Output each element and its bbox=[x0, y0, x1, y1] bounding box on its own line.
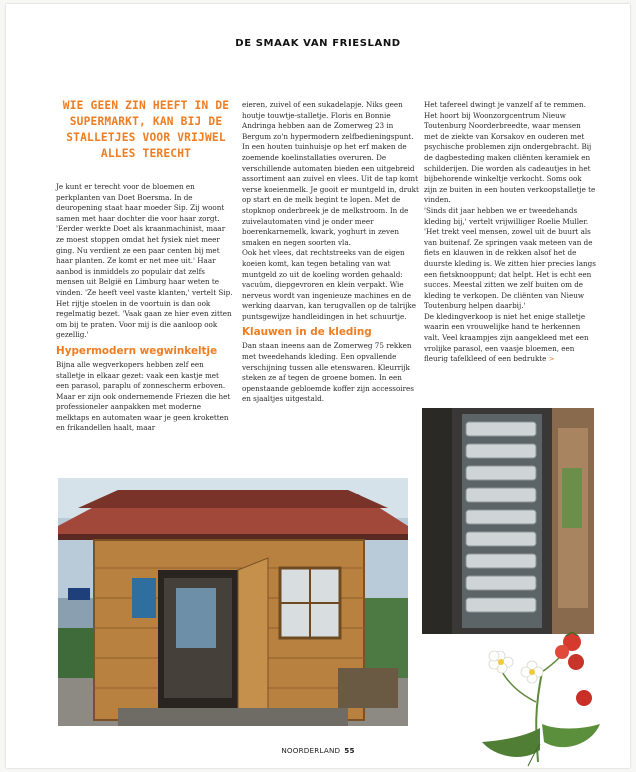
continue-arrow: > bbox=[548, 354, 555, 364]
section-title: DE SMAAK VAN FRIESLAND bbox=[235, 38, 401, 49]
paragraph: Je kunt er terecht voor de bloemen en perkplanten van Doet Boersma. In de deuropening staat haar moeder Sip. Zij woont samen met haar dochter die voor haar zorgt. 'Eerder werkte Doet als kraanmachinist, maar ze moest stoppen omdat het fysiek niet meer ging. Nu verdient ze een paar centen bij met haar planten. Ze komt er net mee uit.' Haar aanbod is inmiddels zo populair dat zelfs mensen uit België en Limburg haar weten te vinden. 'Ze heeft veel vaste klanten,' vertelt Sip. Het rijtje stoelen in de voortuin is dan ook regelmatig bezet. 'Vaak gaan ze hier even zitten om bij te praten. Voor mij is die aanloop ook gezellig.' bbox=[56, 182, 233, 340]
paragraph: 'Sinds dit jaar hebben we er tweedehands kleding bij,' vertelt vrijwilliger Roelie Muller. 'Het trekt veel mensen, zowel uit de buurt als van buitenaf. Ze springen vaak meteen van de fiets en klauwen in de rekken alsof het de duurste kleding is. We zitten hier precies langs een fietsknooppunt; dat helpt. Het is echt een succes. Meestal zitten we zelf buiten om de kleding te verkopen. De cliënten van Nieuw Toutenburg helpen daarbij.' bbox=[424, 205, 596, 311]
paragraph: eieren, zuivel of een sukadelapje. Niks geen houtje touwtje-stalletje. Floris en Bonnie Andringa hebben aan de Zomerweg 23 in Bergum zo'n hypermodern zelfbedieningspunt. In een houten tuinhuisje op het erf maken de zoemende koelinstallaties overuren. De verschillende automaten bieden een uitgebreid assortiment aan zuivel en vlees. Uit de tap komt verse koeienmelk. Je gooit er muntgeld in, drukt op start en de melk begint te lopen. Met de stopknop onderbreek je de melkstroom. In de zuivelautomaten vind je onder meer boerenkarnemelk, kwark, yoghurt in zeven smaken en negen soorten vla. bbox=[242, 100, 419, 247]
column-1 bbox=[56, 182, 234, 434]
page-footer bbox=[6, 746, 630, 755]
subheading-klauwen: Klauwen in de kleding bbox=[242, 326, 372, 339]
pull-quote: WIE GEEN ZIN HEEFT IN DE SUPERMARKT, KAN BIJ DE STALLETJES VOOR VRIJWEL ALLES TERECHT bbox=[62, 99, 230, 160]
subheading-hypermodern: Hypermodern wegwinkeltje bbox=[56, 344, 218, 357]
magazine-page bbox=[6, 4, 630, 768]
magazine-name: NOORDERLAND bbox=[281, 746, 341, 755]
roadside-shop-photo bbox=[58, 478, 408, 726]
vending-machine-photo bbox=[422, 408, 594, 634]
paragraph: Bijna alle wegverkopers hebben zelf een stalletje in elkaar gezet: vaak een kastje met een parasol, paraplu of zonnescherm erboven. Maar er zijn ook ondernemende Friezen die het professioneler aanpakken met moderne melktaps en automaten waar je geen kroketten en frikandellen haalt, maar bbox=[56, 359, 231, 433]
paragraph-text: De kledingverkoop is niet het enige stalletje waarin een vrouwelijke hand te herkennen valt. Veel kraampjes zijn aangekleed met een vrolijke parasol, een vaasje bloemen, een fleurig tafelkleed of een bedrukte bbox=[424, 311, 589, 364]
column-3 bbox=[424, 100, 596, 365]
paragraph: Dan staan ineens aan de Zomerweg 75 rekken met tweedehands kleding. Een opvallende verschijning tussen alle etenswaren. Kleurrijk steken ze af tegen de groene bomen. In een openstaande gebloemde koffer zijn accessoires en sjaaltjes uitgestald. bbox=[242, 341, 414, 404]
column-2 bbox=[242, 100, 420, 405]
page-number: 55 bbox=[344, 746, 355, 755]
paragraph: Ook het vlees, dat rechtstreeks van de eigen koeien komt, kan tegen betaling van wat muntgeld zo uit de koeling worden gehaald: vacuüm, diepgevroren en klein verpakt. Wie nerveus wordt van ingenieuze machines en de werking daarvan, kan terugvallen op de talrijke puntsgewijze handleidingen in het schuurtje. bbox=[242, 248, 417, 321]
paragraph bbox=[424, 312, 596, 365]
paragraph: Het tafereel dwingt je vanzelf af te remmen. Het hoort bij Woonzorgcentrum Nieuw Toutenburg Noorderbreedte, waar mensen met de ziekte van Korsakov en ouderen met psychische problemen zijn ondergebracht. Bij de dagbesteding maken cliënten keramiek en schilderijen. Die worden als cadeautjes in het bijbehorende winkeltje verkocht. Soms ook zijn ze buiten in een houten verkoopstalletje te vinden. bbox=[424, 100, 596, 205]
